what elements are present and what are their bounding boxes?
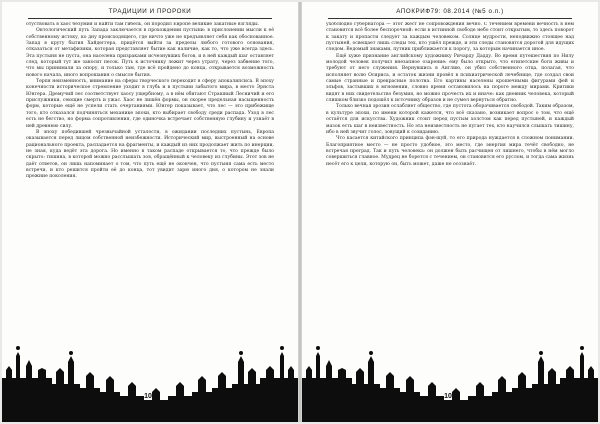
left-header-rule <box>28 18 272 19</box>
left-paragraph: отуствовать в хаос безумия и найти там гибель, он породил Европе великие закатные взгляды. <box>26 22 260 27</box>
right-running-head: АПОКРИФ79: 08.2014 (№5 о.п.) <box>396 8 504 15</box>
left-running-head: ТРАДИЦИИ И ПРОРОКИ <box>108 8 192 15</box>
book-spread <box>2 2 598 422</box>
right-paragraph: Что касается китайского принципа фэн-шуй, то его природа нуждается в сложном понимании. Благоприятное место — не просто удобное, это место, где энергия мира течёт свободно, не встречая преград. Так и путь человека: он должен быть расчищен от лишнего, чтобы в нём могло совершиться главное. Мудрец не борется с течением, он становится его руслом, и тогда сама жизнь несёт его к цели, которую он, быть может, даже не осознаёт. <box>326 136 574 167</box>
left-paragraph: Терпя неизменность, внимание на сферы творческого переходит в сферу апокалипсиса. В эпоху конечности историческое стремление уходит в глубь и в пустыни забытого мира, в место Эрнста Юнгера. Дремучий лес соответствует хаосу ущербному, а в нём обитают Страшный Лесничий и его прислужники, сеющие смерть и ужас. Хаос не лишён формы, он скорее предельная насыщенность форм, которые ещё не успели стать очертаниями. Юнгер показывает, что лес — это прибежище того, кто отказался подчиняться механике эпохи, кто выбирает свободу среди распада. Уход в лес есть не бегство, но форма сопротивления, где одиночка встречает собственную глубину и узнаёт в ней древнюю силу. <box>26 79 274 129</box>
right-paragraph: Только вечная эрозия ослабляет общество, где пустота оборачивается свободой. Таким образом, в культуре эпохи, по имени которой кажется, что всё сказано, возникает вопрос о том, что ещё остаётся для искусства. Художник стоит перед пустым холстом как перед пустыней, и каждый мазок есть шаг в неизвестность. Но эта неизвестность не пугает тех, кто научился слышать тишину, ибо в ней звучит голос, зовущий к созиданию. <box>326 104 574 135</box>
left-paragraph: Онтологический путь Запада заключается в прохождении пустыни: в прислонении мысли к её собственному истоку, ко дну происходящего, где ничто уже не предъявляет себя как обоснованное. Запад в кругу бытия Хайдеггера, придётся выйти за пределы любого готового основания, отказаться от метафизики, которая представляет бытие как наличие, как то, что уже всегда здесь. Эта пустыня не пуста, она населена призраками исчезнувших богов, и в ней каждый шаг оставляет след, который тут же заносит песок. Путь к источнику лежит через утрату, через забвение того, что мы принимали за опору, и только там, где всё пройдено до конца, открывается возможность нового начала, иного вопрошания о смысле бытия. <box>26 28 274 78</box>
left-skyline-illustration <box>2 326 298 422</box>
right-body-text <box>326 22 574 325</box>
left-page-number: 106 <box>144 393 156 400</box>
right-page-number: 107 <box>444 393 456 400</box>
right-page <box>302 2 598 422</box>
left-paragraph: В эпоху победившей чрезвычайной усталости, в ожидании последних пустынь, Европа оказывается перед лицом собственной неизбежности. Исторический мир, выстроенный на основе рационального проекта, распадается на фрагменты, и каждый из них продолжает жить по инерции, не зная, куда ведёт эта дорога. Но именно в таком распаде открывается то, что прежде было скрыто: тишина, в которой можно расслышать зов, обращённый к человеку из глубины. Этот зов не даёт ответов, он лишь напоминает о том, что путь ещё не окончен, что пустыня сама есть место встречи, и кто решится пройти её до конца, тот увидит зарю иного дня, о котором не знали прежние поколения. <box>26 129 274 180</box>
left-page <box>2 2 298 422</box>
right-header-rule <box>328 18 572 19</box>
right-paragraph: Ещё хуже признание английскому художнику Ричарду Дадду. Во время путешествия по Нилу молодой человек получил внезапное озарение: ему было открыто, что египетские боги живы и требуют от него служения. Вернувшись в Англию, он убил собственного отца, полагая, что исполняет волю Осириса, и остаток жизни провёл в психиатрической лечебнице, где создал свои самые странные и прекрасные полотна. Его картины населены крошечными фигурами фей и эльфов, застывших в мгновении, словно время остановилось на пороге между мирами. Критики видят в них свидетельство безумия, но можно прочесть их и иначе: как дневник человека, который слишком близко подошёл к источнику образов и не сумел вернуться обратно. <box>326 53 574 104</box>
right-paragraph: ухоблюдно губернатора — этот жест не сопровождения вечно. С течением времени вечность в нем становится всё более беспорочной: если в истинной свободе небо стоит открытым, то здесь поворот к закату и пропасти следует за каждым человеком. Солнце мудрости, неподвижно стоящее над пустыней, освещает лишь следы тех, кто ушёл прежде, и эти следы становятся дорогой для идущих следом. Ведомый знаками, путник приближается к порогу, за которым начинается иное. <box>326 22 574 53</box>
right-skyline-illustration <box>302 326 598 422</box>
left-body-text <box>26 22 274 325</box>
